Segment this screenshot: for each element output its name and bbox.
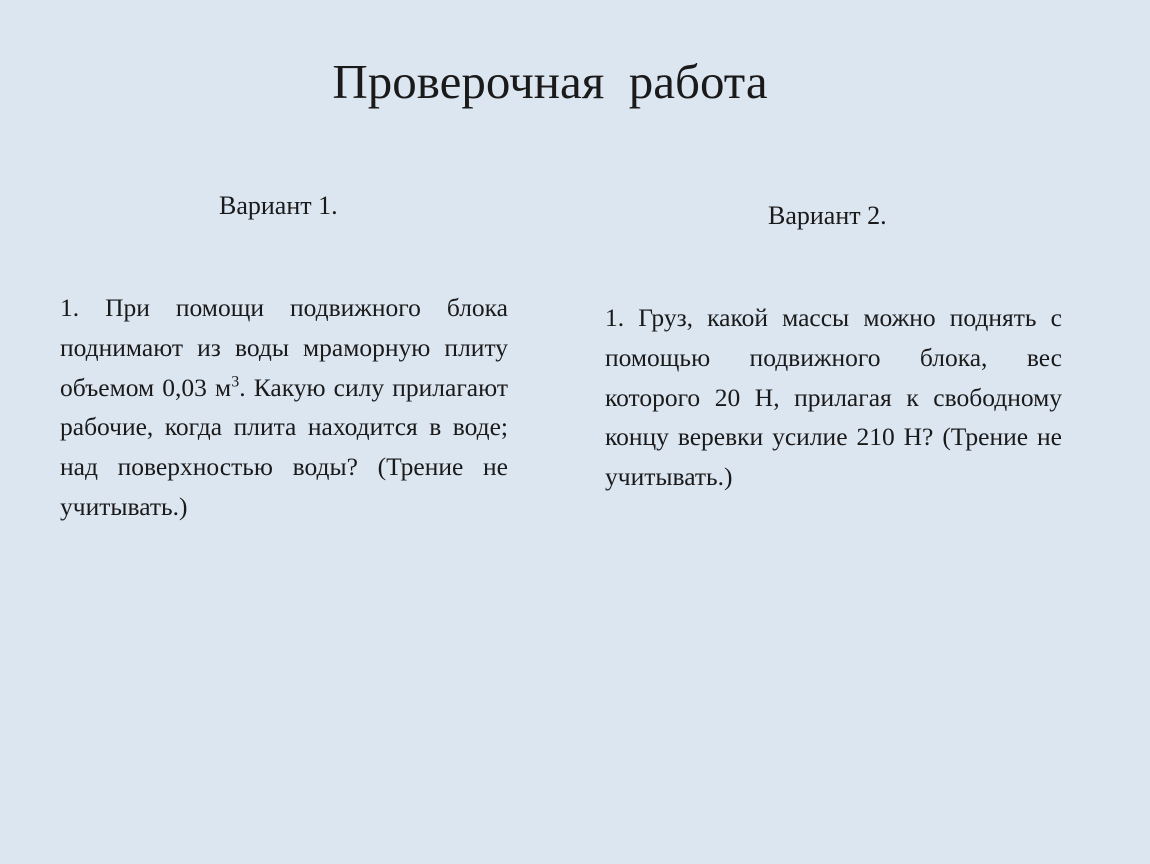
slide-title: Проверочная работа — [332, 54, 768, 109]
variant-1-task-text-continued: . Какую силу прилагают рабочие, когда плита находится в воде; над поверхностью воды? (Трение не учитывать.) — [60, 372, 508, 521]
variant-2-task: 1. Груз, какой массы можно поднять с помощью подвижного блока, вес которого 20 Н, прилагая к свободному концу веревки усилие 210 Н? (Трение не учитывать.) — [605, 303, 1062, 492]
variant-1-heading: Вариант 1. — [219, 191, 338, 220]
variant-1-task-superscript: 3 — [231, 373, 240, 391]
variant-1-task — [60, 288, 508, 527]
variant-2-heading: Вариант 2. — [768, 201, 887, 230]
variant-1-task-text: 1. При помощи подвижного блока поднимают из воды мраморную плиту объемом 0,03 м — [60, 293, 508, 402]
